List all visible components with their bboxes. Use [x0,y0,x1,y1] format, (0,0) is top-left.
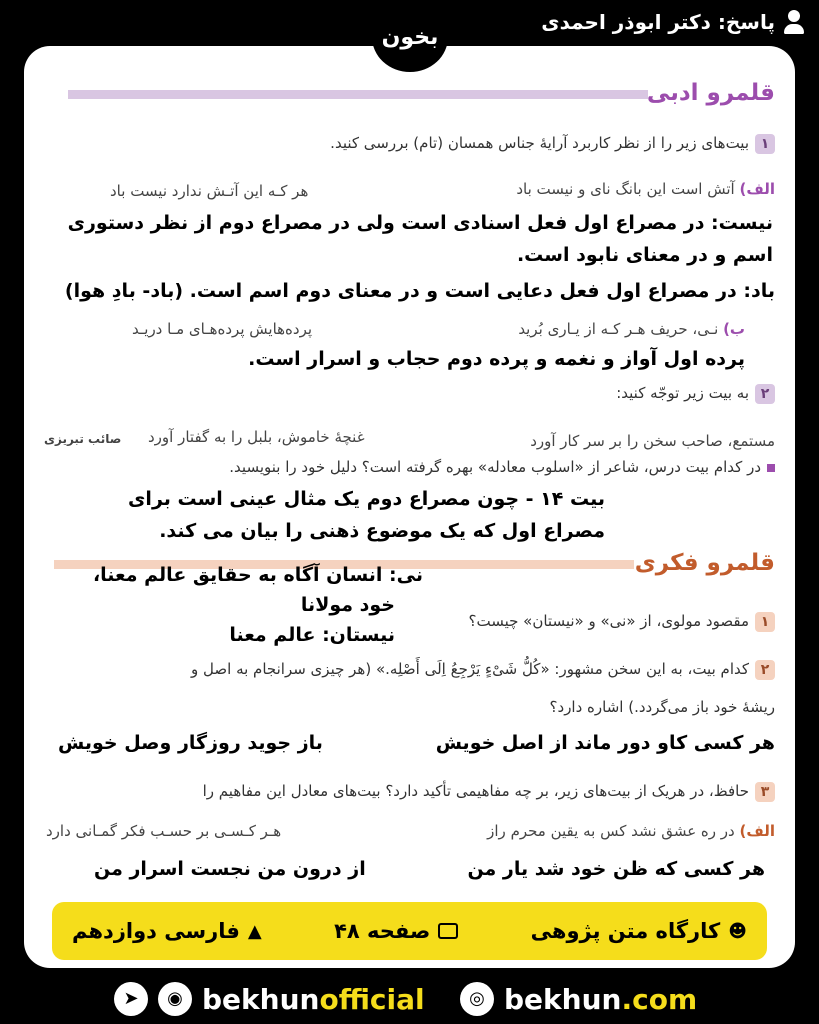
section1-bar [68,90,648,99]
s1-alef-m2: هر کـه این آتـش ندارد نیست باد [110,182,309,200]
section2-title: قلمرو فکری [634,550,775,576]
s2-alef-m1 [487,822,775,840]
footer-band [52,902,767,960]
site-prefix: bekhun [504,982,622,1016]
s1-q1-text: بیت‌های زیر را از نظر کاربرد آرایهٔ جناس همسان (تام) بررسی کنید. [330,134,749,152]
s1-q1-num: ۱ [755,134,775,154]
s1-q2-num: ۲ [755,384,775,404]
page-label: صفحه ۴۸ [334,919,458,943]
s2-q2-text: کدام بیت، به این سخن مشهور: «کُلُّ شَیْءٍ یَرْجِعُ اِلَی أَصْلِه.» (هر چیزی سرانجام به اصل و [191,660,749,678]
s1-ans3-line2: مصراع اول که یک موضوع ذهنی را بیان می کند. [159,520,605,542]
s2-ans2-m2: باز جوید روزگار وصل خویش [58,732,323,754]
s1-alef-label: الف) [739,180,775,198]
section1-title: قلمرو ادبی [646,80,775,106]
s1-verse2-m1: مستمع، صاحب سخن را بر سر کار آورد [530,432,775,450]
s2-q1 [469,612,775,632]
website-link[interactable] [460,982,697,1016]
social-handle[interactable] [114,982,425,1016]
answer-label: پاسخ: دکتر ابوذر احمدی [541,10,775,34]
telegram-icon[interactable]: ➤ [114,982,148,1016]
globe-icon: ◎ [460,982,494,1016]
bottom-bar [0,972,819,1024]
bekhun-logo [372,2,448,72]
s2-q1-num: ۱ [755,612,775,632]
s2-q3-text: حافظ، در هریک از بیت‌های زیر، بر چه مفاهیمی تأکید دارد؟ بیت‌های معادل این مفاهیم را [202,782,749,800]
content-card [24,46,795,968]
s1-alef-m1 [516,180,775,198]
s1-be-m1 [518,320,745,338]
s1-ans1-line1: نیست: در مصراع اول فعل اسنادی است ولی در مصراع دوم از نظر دستوری [67,212,773,234]
s2-q2-line1 [191,660,775,680]
s2-ans3-m2: از درون من نجست اسرار من [94,858,366,880]
handle-suffix: official [319,982,425,1016]
handle-prefix: bekhun [202,982,320,1016]
person-icon [783,10,805,34]
graduation-cap-icon: ▲ [247,920,262,942]
s1-q2 [616,384,775,404]
s1-alef-m1-text: آتش است این بانگ نای و نیست باد [516,180,735,198]
s1-ans3-line1: بیت ۱۴ - چون مصراع دوم یک مثال عینی است برای [128,488,605,510]
book-title: ▲ فارسی دوازدهم [72,919,262,943]
square-bullet-icon [767,464,775,472]
s2-q2-num: ۲ [755,660,775,680]
s2-ans1-line2: خود مولانا [300,594,395,616]
s1-q2b-text: در کدام بیت درس، شاعر از «اسلوب معادله» بهره گرفته است؟ دلیل خود را بنویسید. [229,458,761,476]
s1-be-m1-text: نـی، حریف هـر کـه از یـاری بُرید [518,320,719,338]
s1-q2-text: به بیت زیر توجّه کنید: [616,384,749,402]
site-suffix: .com [621,982,698,1016]
s2-ans2-m1: هر کسی کاو دور ماند از اصل خویش [435,732,775,754]
s1-be-label: ب) [723,320,745,338]
s2-ans1-line1: نی: انسان آگاه به حقایق عالم معنا، [92,564,423,586]
s1-verse2-poet: صائب تبریزی [44,432,122,446]
instagram-icon[interactable]: ◉ [158,982,192,1016]
s1-be-m2: پرده‌هایش پرده‌هـای مـا دریـد [132,320,313,338]
s2-ans1-line3: نیستان: عالم معنا [229,624,395,646]
s2-alef-m2: هـر کـسـی بر حسـب فکر گمـانی دارد [46,822,282,840]
s2-q2-line2: ریشهٔ خود باز می‌گردد.) اشاره دارد؟ [549,698,775,716]
s1-q1 [330,134,775,154]
s2-q3 [203,782,775,802]
s2-ans3-m1: هر کسی که ظن خود شد یار من [467,858,765,880]
s2-alef-label: الف) [739,822,775,840]
s1-verse2-m2: غنچهٔ خاموش، بلبل را به گفتار آورد [148,428,365,446]
s2-q3-num: ۳ [755,782,775,802]
s2-alef-m1-text: در ره عشق نشد کس به یقین محرم راز [487,822,735,840]
s1-ans2: پرده اول آواز و نغمه و پرده دوم حجاب و اسرار است. [248,348,745,370]
s1-ans1-line2: اسم و در معنای نابود است. [516,244,773,266]
s2-q1-text: مقصود مولوی، از «نی» و «نیستان» چیست؟ [468,612,749,630]
logo-text: بخون [381,24,439,50]
book-icon [438,923,458,939]
s1-q2b [229,458,775,476]
answer-author [541,10,805,34]
student-icon: ☻ [728,920,747,942]
s1-ans1-line3: باد: در مصراع اول فعل دعایی است و در معنای دوم اسم است. (باد- بادِ هوا) [64,280,775,302]
workshop-label: ☻ کارگاه متن پژوهی [530,919,747,943]
